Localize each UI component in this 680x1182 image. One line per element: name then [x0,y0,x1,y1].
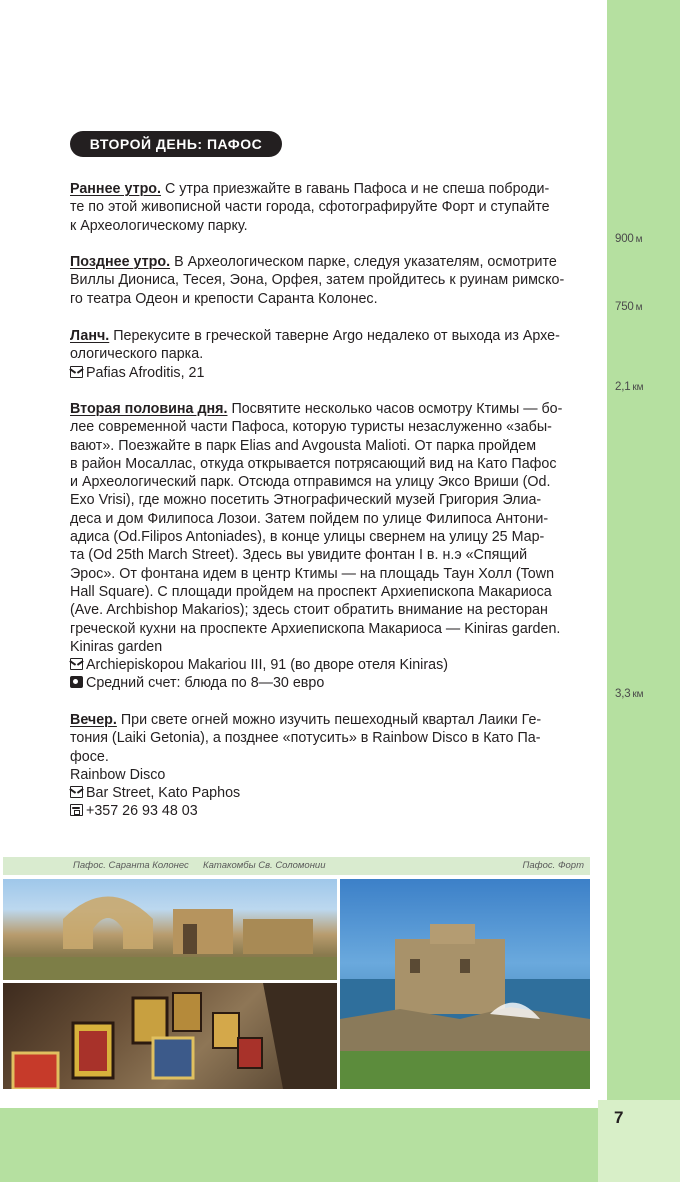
photo-catacombs [3,983,337,1089]
address: Pafias Afroditis, 21 [86,364,205,381]
distance-label: 2,1 км [615,381,644,393]
caption-fort: Пафос. Форт [522,860,584,871]
text-line: те по этой живописной части города, сфотографируйте Форт и ступайте [70,199,550,216]
text-line: деса и дом Филипоса Лозои. Затем пойдем по улице Филипоса Антони- [70,510,549,527]
text-line: адиса (Od.Filipos Antoniades), в конце улицы свернем на улицу 25 Мар- [70,529,545,546]
price-info: Средний счет: блюда по 8—30 евро [86,675,325,692]
day-header: ВТОРОЙ ДЕНЬ: ПАФОС [70,131,282,157]
envelope-icon [70,366,83,378]
coins-icon [70,676,83,688]
text-line: Виллы Диониса, Тесея, Эона, Орфея, затем пройдитесь к руинам римско- [70,272,565,289]
section-heading: Ланч. [70,328,110,344]
text-line: фосе. [70,748,109,765]
section-heading: Вечер. [70,712,117,728]
section-afternoon [70,400,590,693]
phone-icon [70,804,83,816]
text-line: вают». Поезжайте в парк Elias and Avgousta Malioti. От парка пройдем [70,437,537,454]
section-late-morning [70,253,590,308]
address: Archiepiskopou Makariou III, 91 (во дворе отеля Kiniras) [86,657,448,674]
text-line: В Археологическом парке, следуя указателям, осмотрите [170,254,557,270]
section-evening [70,711,590,821]
text-line: Rainbow Disco [70,766,166,783]
section-heading: Позднее утро. [70,254,171,270]
text-line: лее современной части Пафоса, которую туристы незаслуженно «забы- [70,419,552,436]
page-number: 7 [614,1108,624,1127]
text-line: Посвятите несколько часов осмотру Ктимы — бо- [227,401,563,417]
margin-strip [607,0,680,1108]
text-line: Exo Vrisi), где можно посетить Этнографический музей Григория Элиа- [70,492,542,509]
text-line: та (Od 25th March Street). Здесь вы увидите фонтан I в. н.э «Спящий [70,547,528,564]
section-heading: Раннее утро. [70,181,162,197]
text-line: ологического парка. [70,346,204,363]
text-line: в район Мосаллас, откуда открывается потрясающий вид на Като Пафос [70,455,557,472]
distance-label: 900 м [615,233,643,245]
text-line: греческой кухни на проспекте Архиепископа Макариоса — Kiniras garden. [70,620,561,637]
photo-fort [340,879,590,1089]
distance-label: 750 м [615,301,643,313]
section-early-morning [70,180,590,235]
text-line: При свете огней можно изучить пешеходный квартал Лаики Ге- [116,712,542,728]
text-line: Эрос». От фонтана идем в центр Ктимы — на площадь Таун Холл (Town [70,565,555,582]
distance-label: 3,3 км [615,688,644,700]
page-number-box [598,1100,680,1182]
photo-captions [3,857,590,875]
text-line: Hall Square). С площади пройдем на проспект Архиепископа Макариоса [70,583,552,600]
text-line: Kiniras garden [70,638,163,655]
text-line: тония (Laiki Getonia), а позднее «потусить» в Rainbow Disco в Като Па- [70,730,541,747]
phone-number: +357 26 93 48 03 [86,803,198,820]
section-heading: Вторая половина дня. [70,401,228,417]
text-line: го театра Одеон и крепости Саранта Колонес. [70,290,378,307]
section-lunch [70,327,590,382]
footer-bar [0,1108,598,1182]
envelope-icon [70,658,83,670]
photo-saranta-kolones [3,879,337,980]
address: Bar Street, Kato Paphos [86,785,241,802]
text-line: (Ave. Archbishop Makarios); здесь стоит обратить внимание на ресторан [70,602,548,619]
caption-saranta-kolones: Пафос. Саранта Колонес [73,860,189,871]
text-line: Перекусите в греческой таверне Argo недалеко от выхода из Архе- [109,328,560,344]
envelope-icon [70,786,83,798]
caption-catacombs: Катакомбы Св. Соломонии [203,860,326,871]
text-line: и Археологический парк. Отсюда отправимся на улицу Эксо Вриши (Od. [70,474,551,491]
text-line: С утра приезжайте в гавань Пафоса и не спеша поброди- [161,181,550,197]
text-line: к Археологическому парку. [70,217,248,234]
